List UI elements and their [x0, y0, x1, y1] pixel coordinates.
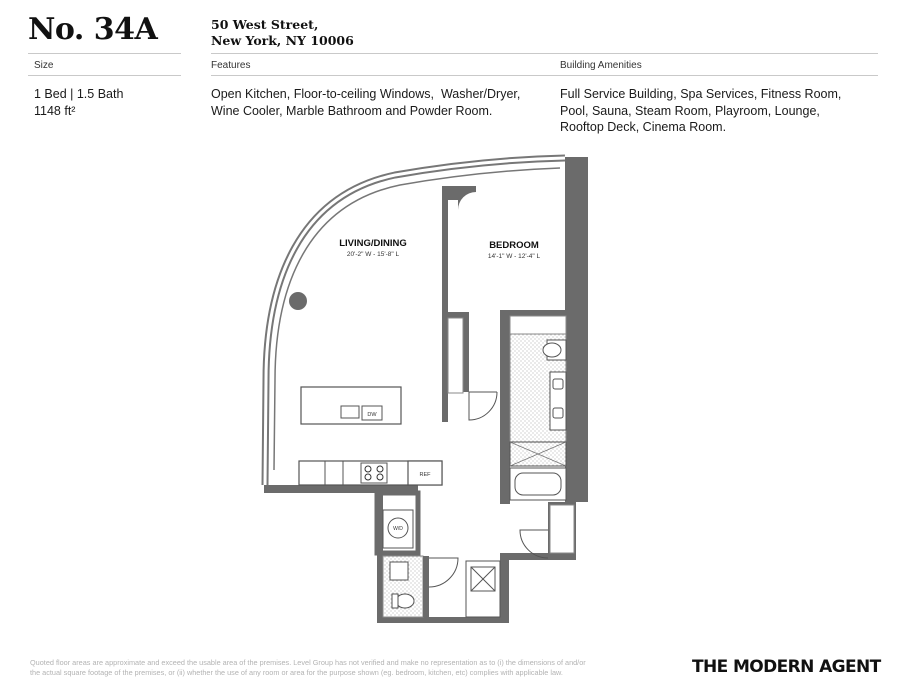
bathtub-basin [515, 473, 561, 495]
amenities-list [560, 86, 841, 136]
toilet-icon [543, 343, 561, 357]
features-list [211, 86, 520, 119]
sink-icon [553, 379, 563, 389]
bedroom-dims: 14'-1" W - 12'-4" L [487, 253, 541, 260]
sink-icon-2 [553, 408, 563, 418]
powder-door-swing [429, 558, 458, 587]
brand-logo: THE MODERN AGENT [692, 657, 881, 677]
address-line-1: 50 West Street, [211, 17, 319, 32]
disclaimer [30, 658, 680, 678]
amenities-header: Building Amenities [560, 60, 642, 71]
powder-toilet-icon [396, 594, 414, 608]
floor-plan [250, 150, 600, 630]
title-rule [28, 53, 181, 54]
washer-dryer-label: W/D [393, 526, 403, 532]
features-header: Features [211, 60, 251, 71]
address-line-2: New York, NY 10006 [211, 33, 354, 48]
bath-west-wall-lower [500, 412, 510, 504]
size-rule [28, 75, 181, 76]
closet-inner-wall [463, 312, 469, 392]
lower-step-wall [509, 553, 549, 560]
address-rule [211, 53, 878, 54]
bedroom-south-wall [510, 310, 566, 316]
bottom-wall [377, 617, 509, 623]
amenities-line-1: Full Service Building, Spa Services, Fitness Room, [560, 87, 842, 101]
south-wall [264, 485, 377, 493]
bath-west-wall [500, 310, 510, 412]
bedroom-wardrobe [510, 316, 566, 334]
island-sink-icon [341, 406, 359, 418]
bedroom-corner-column [448, 186, 476, 210]
beds-baths: 1 Bed | 1.5 Bath [34, 87, 124, 101]
details-rule [211, 75, 878, 76]
bedroom-west-wall [442, 186, 448, 312]
living-dining-label: LIVING/DINING [339, 238, 407, 249]
bathroom-door-swing [469, 392, 497, 420]
dishwasher-label: DW [367, 412, 377, 418]
disclaimer-line-2: the actual square footage of the premises, or (ii) whether the use of any room or area for the purpose shown (eg. bedroom, kitchen, etc) complies with applicable law. [30, 668, 563, 677]
closet-wall [442, 312, 448, 422]
features-line-2: Wine Cooler, Marble Bathroom and Powder Room. [211, 103, 493, 118]
structural-column [289, 292, 307, 310]
refrigerator-label: REF [419, 472, 431, 478]
powder-sink [390, 562, 408, 580]
amenities-line-3: Rooftop Deck, Cinema Room. [560, 120, 727, 134]
bedroom-label: BEDROOM [489, 240, 539, 251]
unit-title: No. 34A [28, 12, 158, 47]
east-wall [565, 157, 588, 502]
lower-east-wall [500, 553, 509, 623]
features-line-1: Open Kitchen, Floor-to-ceiling Windows, Washer/Dryer, [211, 87, 521, 101]
closet [448, 318, 463, 393]
disclaimer-line-1: Quoted floor areas are approximate and exceed the usable area of the premises. Level Group has not verified and make no representation as to (i) the dimensions of and/or [30, 658, 586, 667]
entry-closet [550, 505, 574, 553]
cooktop [361, 463, 387, 483]
square-footage: 1148 ft² [34, 103, 76, 118]
building-address [211, 17, 354, 49]
amenities-line-2: Pool, Sauna, Steam Room, Playroom, Lounge, [560, 103, 820, 118]
size-header: Size [34, 60, 54, 71]
size-info [34, 86, 123, 119]
living-dining-dims: 20'-2" W - 15'-8" L [346, 251, 400, 258]
